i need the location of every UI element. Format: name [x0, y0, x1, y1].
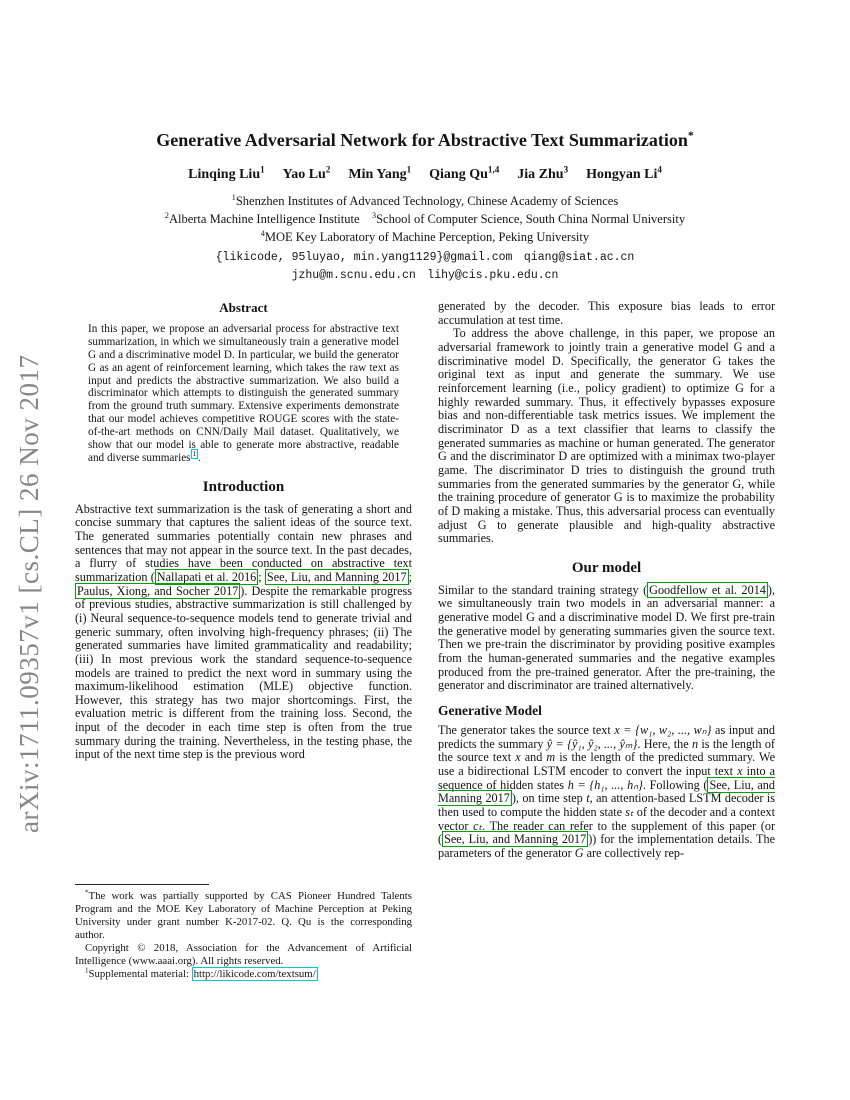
text-segment: is the length of the source text — [438, 736, 775, 765]
text-segment: ). Despite the remarkable progress of previous studies, abstractive summarization is still challenged by (i) Neural sequence-to-sequence models tend to generate trivial and generic summary, often involving high-frequency phrases; (ii) The generated summaries have limited grammaticality and readability; (iii) In most previous work the standard sequence-to-sequence models are trained to predict the next word in summary using the maximum-likelihood estimation (MLE) objective function. However, this strategy has two major shortcomings. First, the evaluation metric is different from the training loss. Second, the input of the decoder in each time step is often from the true summary during the training. Nevertheless, in the testing phase, the input of the next time step is the previous word — [75, 583, 412, 762]
text-segment: The generator takes the source text — [438, 723, 615, 738]
author-name: Jia Zhu — [517, 167, 564, 182]
text-segment: . Following ( — [642, 777, 708, 792]
text-segment: Alberta Machine Intelligence Institute — [168, 212, 373, 227]
citation-link[interactable]: Paulus, Xiong, and Socher 2017 — [77, 583, 239, 598]
text-segment: and — [520, 750, 547, 765]
math-text: G — [574, 845, 584, 860]
author-name: Qiang Qu — [429, 167, 488, 182]
superscript: 1 — [231, 192, 236, 202]
footnote-copyright — [75, 942, 412, 968]
email-line: jzhu@m.scnu.edu.cn lihy@cis.pku.edu.cn — [291, 268, 559, 282]
text-segment: Abstractive text summarization is the task of generating a short and concise summary that captures the salient ideas of the source text. The generated summaries potentially contain new phrases and sentences that may not appear in the source text. In the past decades, a flurry of studies have been conducted on abstractive text summarization ( — [75, 501, 412, 584]
author-name: Hongyan Li — [586, 167, 658, 182]
text-segment: Similar to the standard training strategy ( — [438, 582, 648, 597]
author — [348, 164, 412, 182]
abstract-heading: Abstract — [219, 300, 268, 315]
text-segment: ; — [408, 569, 412, 584]
paper-title-text: Generative Adversarial Network for Abstractive Text Summarization — [156, 130, 688, 150]
paper-title — [0, 130, 850, 151]
citation-link[interactable]: Goodfellow et al. 2014 — [649, 582, 766, 597]
author-line — [0, 164, 850, 183]
math-text: h = {h₁, ..., hₙ} — [567, 777, 643, 792]
author-name: Min Yang — [348, 167, 407, 182]
text-segment: The work was partially supported by CAS Pioneer Hundred Talents Program and the MOE Key Laboratory of Machine Perception at Peking University under grant number K-2017-02. Q. Qu is the corresponding author. — [75, 890, 412, 941]
citation-link[interactable]: Nallapati et al. 2016 — [156, 569, 257, 584]
text-segment: as input and predicts the summary — [438, 723, 775, 751]
our-model-paragraph — [438, 584, 775, 693]
generative-model-paragraph — [438, 724, 775, 861]
superscript: * — [85, 888, 89, 897]
citation-link[interactable]: See, Liu, and Manning 2017 — [438, 777, 775, 806]
math-text: x — [515, 750, 521, 765]
footnote-ref[interactable]: 1 — [192, 450, 197, 459]
text-segment: )) for the implementation details. The parameters of the generator — [438, 832, 775, 860]
introduction-paragraph — [75, 503, 412, 762]
math-text: m — [546, 750, 556, 765]
author — [429, 164, 500, 182]
text-segment: of the decoder and a context vector — [438, 805, 775, 833]
text-segment: Copyright © 2018, Association for the Advancement of Artificial Intelligence (www.aaai.org). All rights reserved. — [75, 941, 412, 967]
citation-link[interactable]: See, Liu, and Manning 2017 — [266, 569, 407, 584]
math-text: x = {w₁, w₂, ..., wₙ} — [614, 723, 712, 738]
affiliation-block — [0, 192, 850, 246]
author — [517, 164, 569, 182]
superscript: 3 — [372, 210, 377, 220]
title-footnote-marker: * — [687, 129, 694, 142]
footnote-rule — [75, 884, 209, 885]
author-affil-ref: 1 — [260, 164, 265, 175]
email-line: {likicode, 95luyao, min.yang1129}@gmail.com qiang@siat.ac.cn — [215, 251, 635, 265]
author — [188, 164, 265, 182]
author-name: Linqing Liu — [188, 167, 261, 182]
url-link[interactable]: http://likicode.com/textsum/ — [193, 967, 316, 980]
text-segment: . Here, the — [637, 736, 692, 751]
text-segment: , an attention-based LSTM decoder is then used to compute the hidden state — [438, 791, 775, 819]
text-segment: In this paper, we propose an adversarial process for abstractive text summarization, in which we simultaneously train a generative model G and a discriminative model D. In particular, we build the generator G as an agent of reinforcement learning, which takes the raw text as input and predicts the abstractive summarization. We also build a discriminator which attempts to distinguish the generated summary from the ground truth summary. Extensive experiments demonstrate that our model achieves competitive ROUGE scores with the state-of-the-art methods on CNN/Daily Mail dataset. Qualitatively, we show that our model is able to generate more abstractive, readable and diverse summaries — [88, 323, 399, 464]
author-name: Yao Lu — [282, 167, 326, 182]
text-segment: . — [198, 451, 201, 464]
superscript: 2 — [164, 210, 169, 220]
text-segment: . The reader can refer to the supplement of this paper (or ( — [438, 818, 775, 847]
math-text: sₜ — [625, 805, 634, 819]
text-segment: Shenzhen Institutes of Advanced Technology, Chinese Academy of Sciences — [235, 194, 619, 208]
left-column — [75, 300, 412, 880]
section-heading-our-model: Our model — [571, 559, 642, 576]
text-segment: are collectively rep- — [583, 845, 685, 860]
section-heading-introduction: Introduction — [202, 478, 285, 495]
affiliation-line — [0, 228, 850, 246]
continuation-paragraph: generated by the decoder. This exposure bias leads to error accumulation at test time. — [438, 300, 775, 327]
text-segment: is the length of the predicted summary. We use a bidirectional LSTM encoder to convert the input text — [438, 750, 775, 779]
author-affil-ref: 1 — [406, 164, 412, 175]
subsection-heading-generative-model: Generative Model — [438, 703, 542, 719]
author-affil-ref: 4 — [657, 164, 662, 175]
email-block — [0, 249, 850, 284]
author-affil-ref: 2 — [325, 164, 331, 175]
math-text: ŷ = {ŷ₁, ŷ₂, ..., ŷₘ} — [546, 736, 638, 751]
footnote-thanks — [75, 890, 412, 942]
text-segment: ), we simultaneously train two models in an adversarial manner: a generative model G and a discriminative model D. We first pre-train the generative model by generating summaries given the source text. Then we pre-train the discriminator by providing positive examples from the human-generated summaries and the negative examples produced from the pre-trained generator. After the pre-training, the generator and discriminator are trained alternatively. — [438, 582, 775, 693]
footnote-supplemental — [75, 968, 412, 981]
text-segment: into a sequence of hidden states — [438, 764, 775, 792]
author-affil-ref: 1,4 — [487, 164, 500, 175]
author — [282, 164, 331, 182]
text-segment: MOE Key Laboratory of Machine Perception, Peking University — [264, 230, 590, 245]
affiliation-line — [0, 192, 850, 210]
author-affil-ref: 3 — [563, 164, 569, 175]
abstract-text — [75, 323, 412, 465]
math-text: t — [586, 791, 590, 806]
superscript: 4 — [260, 229, 265, 239]
citation-link[interactable]: See, Liu, and Manning 2017 — [444, 832, 587, 847]
affiliation-line — [0, 210, 850, 228]
text-segment: Supplemental material: — [88, 967, 192, 980]
math-text: n — [691, 736, 699, 751]
paper-header — [0, 130, 850, 284]
math-text: x — [737, 764, 743, 779]
text-segment: School of Computer Science, South China Normal University — [376, 212, 686, 227]
math-text: cₜ — [473, 818, 483, 833]
author — [586, 164, 662, 182]
footnote-block — [75, 884, 412, 981]
text-segment: ), on time step — [511, 791, 587, 806]
text-segment: ; — [258, 569, 265, 584]
arxiv-watermark: arXiv:1711.09357v1 [cs.CL] 26 Nov 2017 — [14, 354, 44, 833]
superscript: 1 — [85, 966, 89, 975]
right-column — [438, 300, 775, 1000]
challenge-paragraph: To address the above challenge, in this paper, we propose an adversarial framework to jointly train a generative model G and a discriminative model D. Specifically, the generator G takes the original text as input and generate the summary. We use reinforcement learning (i.e., policy gradient) to optimize G for a highly rewarded summary. Thus, it effectively bypasses exposure bias and non-differentiable task metrics issues. We implement the discriminator D as a text classifier that learns to classify the generated summaries as machine or human generated. The generator G and the discriminator D are optimized with a minimax two-player game. The discriminator D tries to distinguish the ground truth summaries from the generated summaries by the generator G, while the training procedure of generator G is to maximize the probability of D making a mistake. Thus, this adversarial process can eventually adjust G to generate plausible and high-quality abstractive summaries. — [438, 326, 775, 546]
